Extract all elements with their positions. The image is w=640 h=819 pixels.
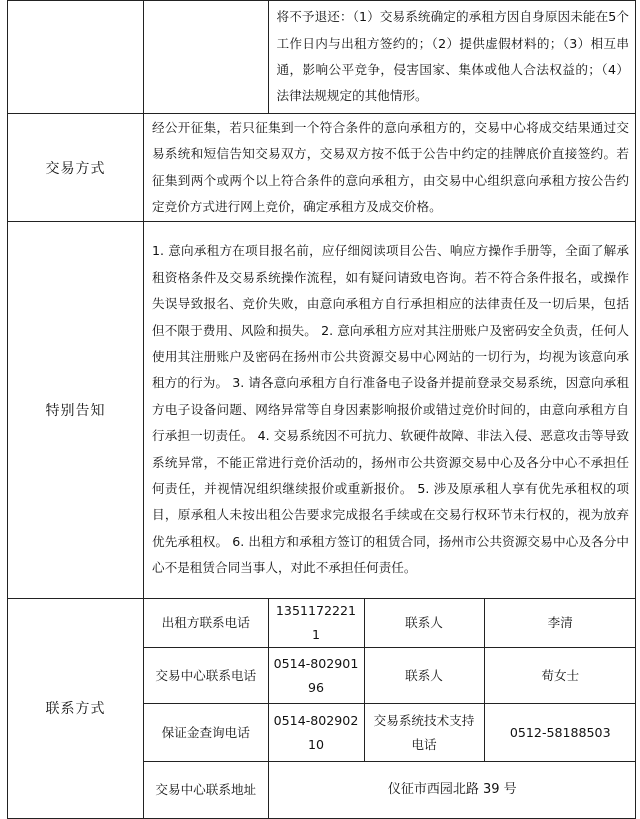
contact-row-lessor xyxy=(144,599,636,648)
contact-table xyxy=(144,599,636,818)
continued-subcell-empty xyxy=(144,1,268,113)
continued-label-cell xyxy=(8,1,144,114)
contact-person-label-1: 联系人 xyxy=(364,599,484,648)
special-notice-label: 特别告知 xyxy=(8,222,144,599)
continued-cell xyxy=(144,1,636,114)
contact-person-name-1: 李清 xyxy=(484,599,636,648)
row-special-notice xyxy=(8,222,636,599)
contact-row-center xyxy=(144,648,636,704)
center-address-label: 交易中心联系地址 xyxy=(144,762,268,818)
contact-cell xyxy=(144,599,636,819)
lessor-phone-label: 出租方联系电话 xyxy=(144,599,268,648)
contact-row-address xyxy=(144,762,636,818)
announcement-table xyxy=(7,0,636,819)
contact-person-name-2: 荀女士 xyxy=(484,648,636,704)
tech-support-phone: 0512-58188503 xyxy=(484,704,636,762)
trade-method-label: 交易方式 xyxy=(8,114,144,222)
trade-method-text: 经公开征集，若只征集到一个符合条件的意向承租方的，交易中心将成交结果通过交易系统和短信告知交易双方，交易双方按不低于公告中约定的挂牌底价直接签约。若征集到两个或两个以上符合条件的意向承租方，由交易中心组织意向承租方按公告约定竞价方式进行网上竞价，确定承租方及成交价格。 xyxy=(144,114,636,222)
deposit-phone: 0514-80290210 xyxy=(268,704,364,762)
special-notice-text: 1. 意向承租方在项目报名前，应仔细阅读项目公告、响应方操作手册等，全面了解承租资格条件及交易系统操作流程，如有疑问请致电咨询。若不符合条件报名，或操作失误导致报名、竞价失败，由意向承租方自行承担相应的法律责任及一切后果，包括但不限于费用、风险和损失。 2. 意向承租方应对其注册账户及密码安全负责，任何人使用其注册账户及密码在扬州市公共资源交易中心网站的一切行为，均视为该意向承租方的行为。 3. 请各意向承租方自行准备电子设备并提前登录交易系统，因意向承租方电子设备问题、网络异常等自身因素影响报价或错过竞价时间的，由意向承租方自行承担一切责任。 4. 交易系统因不可抗力、软硬件故障、非法入侵、恶意攻击等导致系统异常，不能正常进行竞价活动的，扬州市公共资源交易中心及各分中心不承担任何责任，并视情况组织继续报价或重新报价。 5. 涉及原承租人享有优先承租权的项目，原承租人未按出租公告要求完成报名手续或在交易行权环节未行权的，视为放弃优先承租权。 6. 出租方和承租方签订的租赁合同，扬州市公共资源交易中心及各分中心不是租赁合同当事人，对此不承担任何责任。 xyxy=(144,222,636,599)
row-continued xyxy=(8,1,636,114)
row-trade-method xyxy=(8,114,636,222)
center-address: 仪征市西园北路 39 号 xyxy=(268,762,636,818)
lessor-phone: 13511722211 xyxy=(268,599,364,648)
contact-label: 联系方式 xyxy=(8,599,144,819)
tech-support-label: 交易系统技术支持电话 xyxy=(364,704,484,762)
row-contact xyxy=(8,599,636,819)
contact-person-label-2: 联系人 xyxy=(364,648,484,704)
continued-text: 将不予退还：（1）交易系统确定的承租方因自身原因未能在5个工作日内与出租方签约的；（2）提供虚假材料的；（3）相互串通，影响公平竞争，侵害国家、集体或他人合法权益的；（4）法律法规规定的其他情形。 xyxy=(276,9,629,104)
contact-row-deposit xyxy=(144,704,636,762)
deposit-phone-label: 保证金查询电话 xyxy=(144,704,268,762)
center-phone-label: 交易中心联系电话 xyxy=(144,648,268,704)
center-phone: 0514-80290196 xyxy=(268,648,364,704)
